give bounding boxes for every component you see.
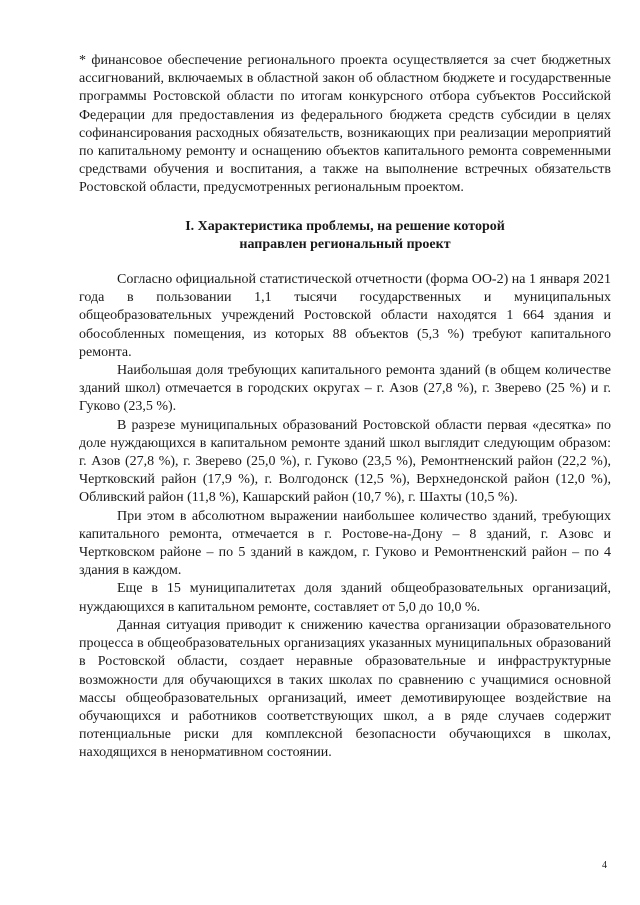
- section-heading-line-2: направлен региональный проект: [239, 236, 451, 252]
- page-number: 4: [602, 860, 607, 871]
- paragraph-absolute-numbers: При этом в абсолютном выражении наибольшее количество зданий, требующих капитального ремонта, отмечается в г. Ростове-на-Дону – 8 зданий, г. Азовс и Чертковском районе – по 5 зданий в каждом, г. Гуково и Ремонтненский район – по 4 здания в каждом.: [79, 508, 611, 579]
- section-heading-line-1: I. Характеристика проблемы, на решение которой: [185, 218, 505, 234]
- paragraph-fifteen-municipalities: Еще в 15 муниципалитетах доля зданий общеобразовательных организаций, нуждающихся в капитальном ремонте, составляет от 5,0 до 10,0 %.: [79, 581, 611, 615]
- paragraph-top-ten: В разрезе муниципальных образований Ростовской области первая «десятка» по доле нуждающихся в капитальном ремонте зданий школ выглядит следующим образом: г. Азов (27,8 %), г. Зверево (25,0 %), г. Гуково (23,5 %), Ремонтненский район (22,2 %), Чертковский район (17,9 %), г. Волгодонск (12,5 %), Верхнедонской район (12,0 %), Обливский район (11,8 %), Кашарский район (10,7 %), г. Шахты (10,5 %).: [79, 417, 611, 506]
- paragraph-consequences: Данная ситуация приводит к снижению качества организации образовательного процесса в общеобразовательных организациях указанных муниципальных образований в Ростовской области, создает неравные образовательные и инфраструктурные возможности для обучающихся в таких школах по сравнению с учащимися основной массы общеобразовательных организаций, имеет демотивирующее воздействие на обучающихся и работников соответствующих школ, а в ряде случаев содержит потенциальные риски для комплексной безопасности обучающихся в школах, находящихся в ненормативном состоянии.: [79, 617, 611, 761]
- paragraph-statistics: Согласно официальной статистической отчетности (форма ОО-2) на 1 января 2021 года в пользовании 1,1 тысячи государственных и муниципальных общеобразовательных учреждений Ростовской области находятся 1 664 здания и обособленных помещения, из которых 88 объектов (5,3 %) требуют капитального ремонта.: [79, 272, 611, 360]
- paragraph-largest-share: Наибольшая доля требующих капитального ремонта зданий (в общем количестве зданий школ) отмечается в городских округах – г. Азов (27,8 %), г. Зверево (25 %) и г. Гуково (23,5 %).: [79, 363, 611, 415]
- footnote-paragraph: * финансовое обеспечение регионального проекта осуществляется за счет бюджетных ассигнований, включаемых в областной закон об областном бюджете и государственные программы Ростовской области по итогам конкурсного отбора субъектов Российской Федерации для предоставления из федерального бюджета средств субсидии в целях софинансирования расходных обязательств, возникающих при реализации мероприятий по капитальному ремонту и оснащению объектов капитального ремонта современными средствами обучения и воспитания, а также на выполнение встречных обязательств Ростовской области, предусмотренных региональным проектом.: [79, 53, 611, 196]
- document-body: [79, 52, 611, 763]
- section-heading: [79, 218, 611, 254]
